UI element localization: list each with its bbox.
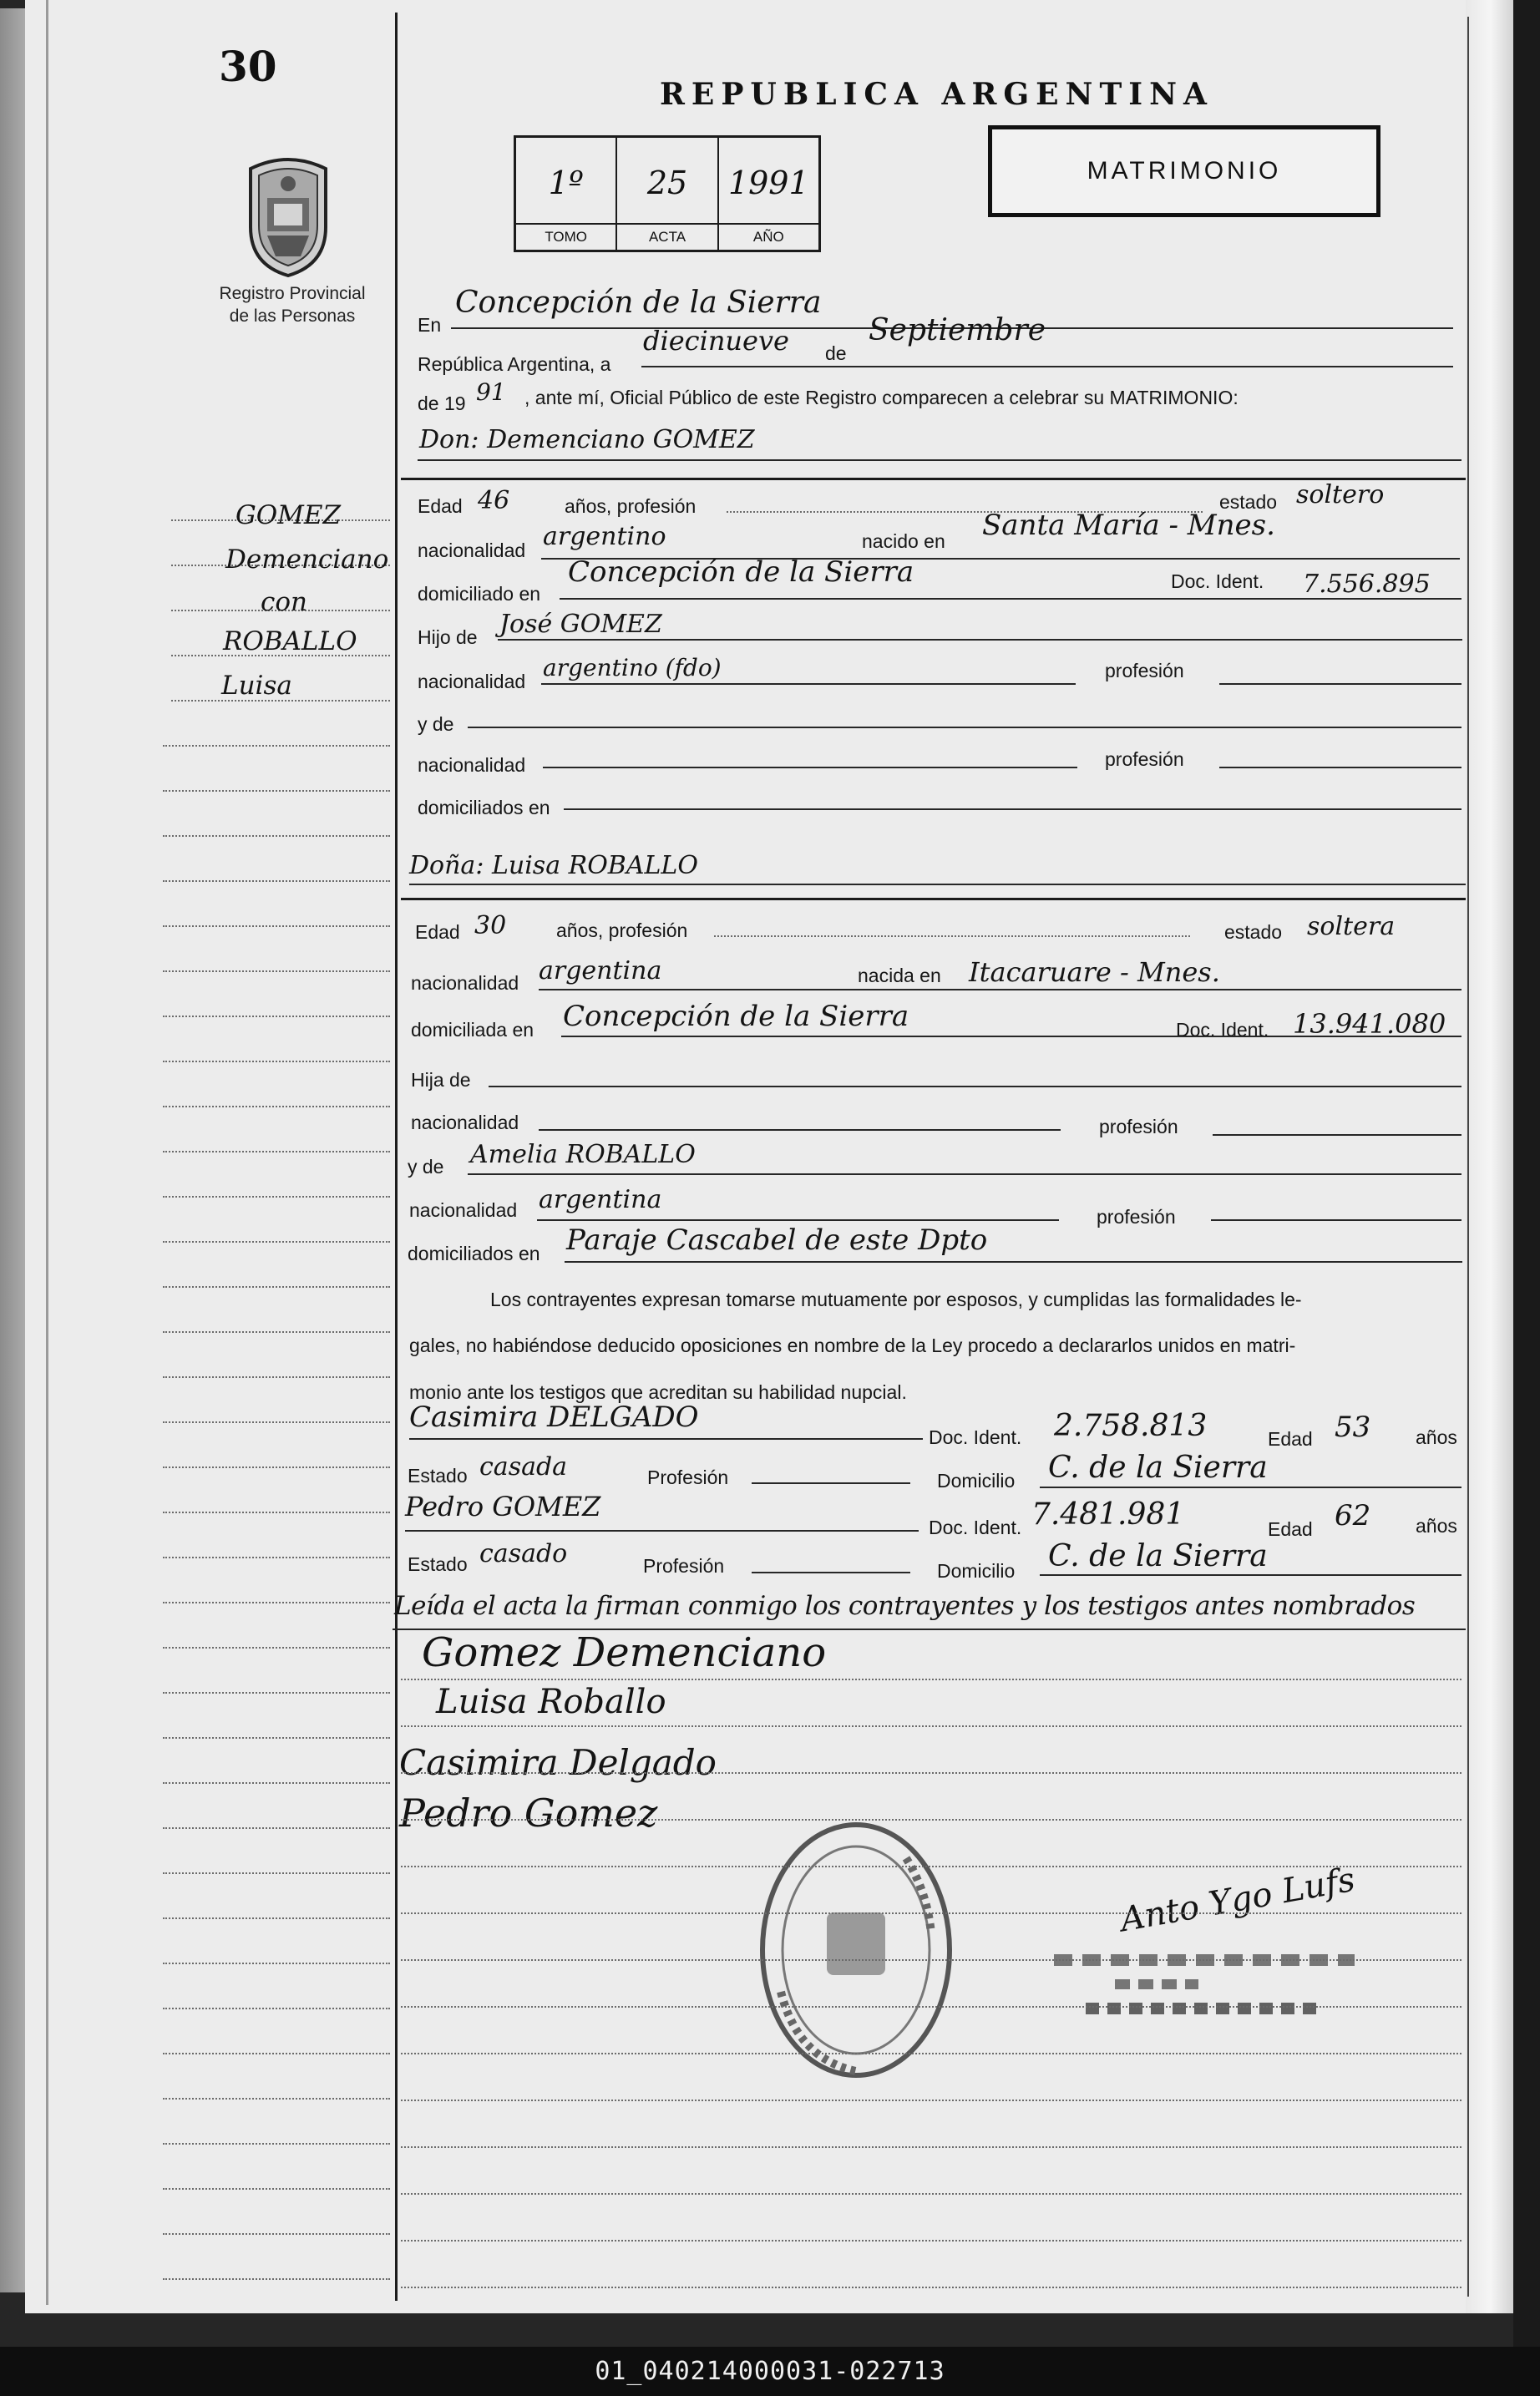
margin-rule [163,2008,390,2009]
republic-label: República Argentina, a [418,353,611,375]
margin-rule [163,1466,390,1468]
bride-edad: 30 [474,911,507,940]
acta-cell [617,138,718,250]
bride-name: Doña: Luisa ROBALLO [409,851,698,880]
groom-nacido: Santa María - Mnes. [982,509,1275,542]
officer-signature: Anto Ygo Lufs [1117,1860,1358,1940]
body-rule [401,2240,1461,2242]
witness-1-doc: 2.758.813 [1054,1409,1208,1443]
bride-nacionalidad: argentina [539,956,662,985]
witness-1-domicilio-label: Domicilio [937,1470,1016,1492]
groom-anos-label: años, profesión [565,495,697,517]
groom-dom-label: domiciliado en [418,583,541,605]
groom-nacionalidad: argentino [543,522,666,551]
reference-box [514,135,821,252]
body-rule [401,2100,1461,2101]
bride-padre-line [489,1086,1461,1087]
bride-madre: Amelia ROBALLO [470,1140,696,1169]
bride-dom-label: domiciliada en [411,1019,534,1041]
groom-padre-nac-line [541,683,1076,685]
witness-1-estado-label: Estado [408,1465,468,1487]
registry-line-1: Registro Provincial [219,284,366,303]
groom-dom-line [560,598,1461,600]
witness-1-profesion-line [752,1482,910,1484]
witness-1-name: Casimira DELGADO [409,1401,699,1434]
groom-madre-prof-line [1219,767,1461,768]
witness-1-estado: casada [479,1452,568,1482]
margin-rule [163,1331,390,1333]
margin-name-3: con [261,587,307,617]
bride-dom-line [561,1036,1461,1037]
margin-name-1: GOMEZ [236,500,342,530]
groom-nacido-label: nacido en [862,530,945,552]
bride-doc-label: Doc. Ident. [1176,1019,1269,1041]
page-number: 30 [219,42,277,91]
margin-rule [163,1737,390,1739]
groom-domicilio: Concepción de la Sierra [568,555,914,589]
body-rule [401,2053,1461,2054]
groom-yde-label: y de [418,713,454,735]
margin-rule [163,970,390,972]
groom-padre-nacionalidad: argentino (fdo) [543,654,722,681]
margin-rule [163,1917,390,1919]
paragraph-line-3: monio ante los testigos que acreditan su habilidad nupcial. [409,1381,907,1403]
ano-cell [719,138,818,250]
bride-separator [401,898,1466,900]
body-rule [401,2146,1461,2148]
bride-edad-label: Edad [415,921,460,943]
tomo-label: TOMO [516,223,615,250]
officer-stamp-line-3 [1086,2003,1320,2014]
groom-edad-label: Edad [418,495,463,517]
groom-estado: soltero [1296,480,1385,509]
witness-2-doc: 7.481.981 [1031,1497,1185,1532]
body-rule [401,2006,1461,2008]
groom-nac-label: nacionalidad [418,539,526,561]
tomo-cell [516,138,617,250]
intro-de-label: de [825,342,847,364]
groom-madre-nac-line [543,767,1077,768]
bride-nac-line [539,989,1461,990]
groom-madre-nac-label: nacionalidad [418,754,526,776]
witness-1-anos-label: años [1416,1426,1457,1448]
groom-padre-prof-label: profesión [1105,660,1184,681]
witness-2-profesion-label: Profesión [643,1555,725,1577]
body-rule [401,1725,1461,1727]
closing-statement: Leída el acta la firman conmigo los contrayentes y los testigos antes nombrados [394,1591,1416,1621]
witness-1-domicilio: C. de la Sierra [1048,1451,1268,1485]
witness-1-edad: 53 [1335,1411,1371,1444]
country-title: REPUBLICA ARGENTINA [660,77,1213,112]
image-id-footer [0,2347,1540,2396]
margin-rule [163,1376,390,1378]
margin-rule [163,1602,390,1603]
bride-name-line [409,884,1466,885]
margin-rule [163,925,390,927]
body-rule [401,1959,1461,1961]
appear-text: , ante mí, Oficial Público de este Registro comparecen a celebrar su MATRIMONIO: [524,387,1239,408]
witness-2-edad-label: Edad [1268,1518,1313,1540]
right-margin-line [1467,17,1469,2297]
margin-rule [163,1872,390,1874]
signature-groom: Gomez Demenciano [422,1629,827,1676]
body-rule [401,1772,1461,1774]
witness-2-domicilio-label: Domicilio [937,1560,1016,1582]
provincial-seal-icon [242,152,334,277]
margin-name-4: ROBALLO [223,626,357,656]
bride-padres-domicilio: Paraje Cascabel de este Dpto [566,1223,988,1257]
bride-madre-line [468,1173,1461,1175]
intro-date-line [641,366,1453,367]
signature-bride: Luisa Roballo [436,1683,666,1721]
margin-rule [163,790,390,792]
witness-1-profesion-label: Profesión [647,1466,729,1488]
bride-anos-label: años, profesión [556,919,688,941]
bride-domiciliados-label: domiciliados en [408,1243,540,1264]
bride-padre-prof-line [1213,1134,1461,1136]
witness-2-doc-label: Doc. Ident. [929,1517,1022,1538]
bride-madre-nac-line [537,1219,1059,1221]
footer-id: 01_040214000031-022713 [595,2357,945,2386]
bride-padre-nac-line [539,1129,1061,1131]
margin-rule [163,2278,390,2280]
groom-estado-label: estado [1219,491,1278,513]
margin-rule [163,2143,390,2145]
intro-year: 91 [476,378,506,406]
intro-month: Septiembre [869,313,1046,347]
margin-name-5: Luisa [221,671,292,701]
margin-rule [163,1286,390,1288]
witness-1-edad-label: Edad [1268,1428,1313,1450]
groom-madre-prof-label: profesión [1105,748,1184,770]
bride-padre-prof-label: profesión [1099,1116,1178,1137]
witness-2-name-line [405,1530,919,1532]
margin-rule [163,2098,390,2100]
groom-doc-label: Doc. Ident. [1171,570,1264,592]
margin-rule [163,1151,390,1152]
registry-line-2: de las Personas [229,306,356,327]
record-type-box [988,125,1380,217]
margin-name-2: Demenciano [225,545,389,575]
margin-rule [163,1106,390,1107]
ano-label: AÑO [719,223,818,250]
groom-madre-line [468,727,1461,728]
margin-rule [163,880,390,882]
en-label: En [418,314,442,336]
margin-rule [163,2053,390,2054]
margin-rule [163,2188,390,2190]
acta-label: ACTA [617,223,717,250]
intro-place: Concepción de la Sierra [455,286,822,320]
intro-day: diecinueve [643,325,789,357]
groom-edad: 46 [478,486,510,515]
witness-2-estado-label: Estado [408,1553,468,1575]
bride-nacida: Itacaruare - Mnes. [969,956,1220,988]
groom-padre-prof-line [1219,683,1461,685]
witness-2-profesion-line [752,1572,910,1573]
bride-nacida-label: nacida en [858,965,941,986]
page-edge [1466,0,1516,2313]
tomo-value: 1º [548,165,584,201]
margin-rule [163,1241,390,1243]
margin-rule [163,1963,390,1964]
bride-estado: soltera [1307,912,1396,941]
margin-rule [163,1692,390,1694]
margin-rule [163,1196,390,1198]
signature-witness-1: Casimira Delgado [399,1742,717,1783]
margin-rule [163,1016,390,1017]
witness-1-name-line [409,1438,923,1440]
groom-domiciliados-line [564,808,1461,810]
bride-madre-nac-label: nacionalidad [409,1199,518,1221]
margin-rule [163,1782,390,1784]
witness-2-edad: 62 [1335,1499,1371,1532]
groom-padre: José GOMEZ [499,610,662,639]
ano-value: 1991 [727,165,809,201]
bride-madre-prof-label: profesión [1097,1206,1176,1228]
groom-name-line [418,459,1461,461]
bride-doc: 13.941.080 [1293,1008,1446,1040]
year-prefix: de 19 [418,393,466,414]
margin-divider [395,13,398,2301]
witness-2-estado: casado [479,1539,568,1568]
margin-rule [163,835,390,837]
groom-name: Don: Demenciano GOMEZ [419,425,755,454]
bride-yde-label: y de [408,1156,444,1178]
margin-rule [163,745,390,747]
margin-rule [163,1061,390,1062]
right-edge-strip [1513,0,1540,2347]
spine-line [46,0,48,2305]
groom-hijo-label: Hijo de [418,626,478,648]
margin-rule [163,1647,390,1649]
bride-madre-prof-line [1211,1219,1461,1221]
body-rule [401,2193,1461,2195]
acta-value: 25 [646,165,688,201]
margin-rule [163,1557,390,1558]
witness-2-anos-label: años [1416,1515,1457,1537]
margin-rule [163,1421,390,1423]
groom-domiciliados-label: domiciliados en [418,797,550,818]
bride-hija-label: Hija de [411,1069,471,1091]
body-rule [401,1912,1461,1914]
witness-2-domicilio-line [1040,1574,1461,1576]
bride-domicilio: Concepción de la Sierra [563,1000,909,1033]
margin-rule [163,2233,390,2235]
witness-1-doc-label: Doc. Ident. [929,1426,1022,1448]
paragraph-line-2: gales, no habiéndose deducido oposiciones en nombre de la Ley procedo a declararlos unidos en matri- [409,1335,1296,1356]
bride-estado-label: estado [1224,921,1283,943]
paragraph-line-1: Los contrayentes expresan tomarse mutuamente por esposos, y cumplidas las formalidades le- [490,1289,1302,1310]
record-type: MATRIMONIO [1087,157,1282,185]
margin-rule [163,1512,390,1513]
body-rule [401,1866,1461,1867]
groom-padre-line [498,639,1462,641]
witness-2-name: Pedro GOMEZ [405,1491,601,1522]
signature-witness-2: Pedro Gomez [399,1791,658,1836]
bride-madre-nacionalidad: argentina [539,1185,662,1214]
groom-doc: 7.556.895 [1303,570,1431,599]
registry-stamp-icon [747,1808,965,2092]
officer-stamp-line-2 [1115,1979,1198,1989]
bride-nac-label: nacionalidad [411,972,519,994]
registry-label [200,282,384,328]
bride-padre-nac-label: nacionalidad [411,1112,519,1133]
margin-rule [163,1827,390,1829]
body-rule [401,2287,1461,2288]
groom-padre-nac-label: nacionalidad [418,671,526,692]
bride-profesion-line [714,935,1190,937]
witness-2-domicilio: C. de la Sierra [1048,1539,1268,1573]
bride-domiciliados-line [565,1261,1462,1263]
body-rule [401,1819,1461,1821]
witness-1-domicilio-line [1040,1487,1461,1488]
body-rule [401,1679,1461,1680]
